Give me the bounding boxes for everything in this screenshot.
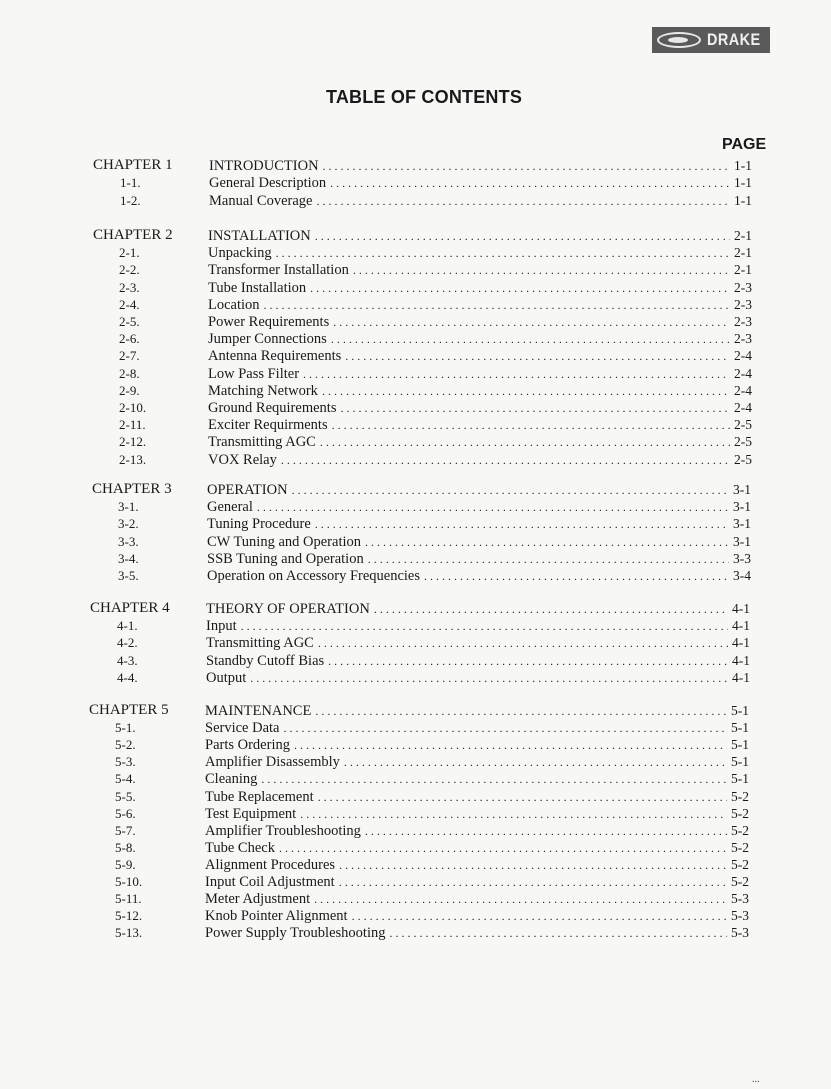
toc-line (208, 399, 752, 417)
section-number: 1-2. (120, 192, 141, 208)
toc-entry-row (0, 669, 831, 686)
section-number: 4-2. (117, 635, 138, 651)
section-number: 2-13. (119, 451, 147, 467)
dot-leader (322, 383, 730, 400)
dot-leader (344, 754, 727, 771)
section-number: 5-2. (115, 737, 136, 753)
toc-line (209, 192, 752, 210)
section-title: Unpacking (208, 245, 272, 262)
dot-leader (315, 516, 729, 533)
section-title: Cleaning (205, 771, 258, 788)
page-number: 3-3 (733, 550, 751, 566)
toc-entry-row (0, 873, 831, 890)
page-number: 2-1 (734, 245, 752, 261)
toc-line (205, 736, 749, 754)
section-title: Parts Ordering (205, 737, 290, 754)
section-title: CW Tuning and Operation (207, 533, 361, 550)
section-number: 4-4. (117, 669, 138, 685)
dot-leader (365, 534, 729, 551)
section-number: 2-10. (119, 400, 147, 415)
section-title: SSB Tuning and Operation (207, 550, 364, 567)
dot-leader (300, 806, 727, 823)
section-title: Tuning Procedure (207, 516, 311, 533)
toc-line (208, 261, 752, 279)
toc-line (205, 702, 749, 720)
toc-entry-row (0, 244, 831, 261)
toc-line (207, 567, 751, 585)
corner-mark: ... (752, 1074, 760, 1085)
toc-line (207, 515, 751, 533)
page-number: 3-1 (733, 533, 751, 549)
page-number: 3-4 (733, 568, 751, 583)
toc-entry-row (0, 890, 831, 907)
section-number: 4-1. (117, 618, 138, 634)
toc-line (208, 296, 752, 314)
chapter-label: CHAPTER 5 (89, 702, 169, 718)
dot-leader (315, 228, 730, 245)
dot-leader (331, 331, 730, 348)
dot-leader (332, 417, 730, 434)
section-title: Meter Adjustment (205, 891, 311, 908)
toc-line (208, 433, 752, 451)
section-number: 4-3. (117, 652, 138, 668)
page-number: 2-3 (734, 314, 752, 329)
page-number: 4-1 (732, 618, 750, 634)
toc-entry-row (0, 736, 831, 753)
dot-leader (257, 499, 729, 516)
chapter-label: CHAPTER 3 (92, 481, 172, 497)
section-number: 5-4. (115, 771, 136, 787)
section-number: 3-5. (118, 568, 139, 583)
toc-entry-row (0, 330, 831, 347)
toc-entry-row (0, 313, 831, 330)
toc-line (205, 822, 749, 840)
section-number: 5-8. (115, 839, 136, 855)
section-number: 2-2. (119, 262, 140, 278)
dot-leader (339, 857, 727, 874)
chapter-heading-row (0, 227, 831, 244)
section-title: Input (206, 618, 237, 635)
page-number: 3-1 (733, 516, 751, 532)
dot-leader (315, 703, 727, 720)
toc-entry-row (0, 788, 831, 805)
chapter-heading-row (0, 157, 831, 174)
page-number: 2-3 (734, 279, 752, 295)
toc-entry-row (0, 451, 831, 468)
toc-line (208, 451, 752, 469)
page-number: 2-4 (734, 348, 752, 364)
page-number: 5-3 (731, 891, 749, 907)
toc-line (208, 279, 752, 297)
chapter-label: CHAPTER 4 (90, 600, 170, 616)
page-number: 4-1 (732, 601, 750, 616)
toc-entry-row (0, 382, 831, 399)
chapter-label: CHAPTER 1 (93, 157, 173, 173)
section-title: Output (206, 669, 247, 686)
toc-entry-row (0, 753, 831, 770)
section-title: Amplifier Disassembly (205, 754, 340, 771)
toc-line (205, 753, 749, 771)
toc-line (207, 498, 751, 516)
section-number: 3-2. (118, 516, 139, 532)
dot-leader (339, 874, 727, 891)
toc-entry-row (0, 770, 831, 787)
section-number: 2-3. (119, 279, 140, 295)
section-number: 5-1. (115, 720, 136, 736)
dot-leader (365, 823, 727, 840)
dot-leader (250, 670, 728, 687)
section-number: 3-1. (118, 499, 139, 515)
section-title: VOX Relay (208, 451, 277, 468)
toc-line (208, 347, 752, 365)
section-title: Jumper Connections (208, 331, 327, 348)
toc-entry-row (0, 822, 831, 839)
dot-leader (310, 280, 730, 297)
toc-line (208, 313, 752, 331)
dot-leader (261, 771, 727, 788)
section-title: Amplifier Troubleshooting (205, 822, 361, 839)
page-number: 2-5 (734, 434, 752, 450)
section-title: Knob Pointer Alignment (205, 908, 348, 925)
toc-entry-row (0, 347, 831, 364)
toc-entry-row (0, 515, 831, 532)
toc-entry-row (0, 924, 831, 941)
section-number: 5-7. (115, 822, 136, 838)
section-number: 2-1. (119, 245, 140, 261)
section-title: Power Requirements (208, 314, 330, 330)
section-title: Ground Requirements (208, 400, 337, 416)
toc-line (206, 600, 750, 618)
toc-line (207, 550, 751, 568)
page-number: 5-2 (731, 839, 749, 855)
toc-line (206, 617, 750, 635)
page-number: 4-1 (732, 635, 750, 651)
toc-line (209, 174, 752, 192)
page-number: 2-5 (734, 451, 752, 467)
section-number: 1-1. (120, 175, 141, 191)
dot-leader (292, 482, 729, 499)
dot-leader (318, 789, 727, 806)
chapter-title: MAINTENANCE (205, 703, 312, 719)
dot-leader (314, 891, 727, 908)
toc-entry-row (0, 719, 831, 736)
toc-line (206, 669, 750, 687)
toc-entry-row (0, 174, 831, 191)
section-number: 5-13. (115, 925, 143, 941)
section-number: 2-11. (119, 417, 146, 433)
toc-entry-row (0, 279, 831, 296)
section-number: 2-7. (119, 348, 140, 364)
section-title: Operation on Accessory Frequencies (207, 568, 421, 584)
toc-entry-row (0, 433, 831, 450)
dot-leader (279, 840, 727, 857)
toc-entry-row (0, 399, 831, 416)
page-title: TABLE OF CONTENTS (325, 87, 523, 107)
page-number: 5-1 (731, 720, 749, 736)
chapter-label: CHAPTER 2 (93, 227, 173, 243)
page-number: 4-1 (732, 652, 750, 668)
page-number: 5-3 (731, 925, 749, 941)
toc-entry-row (0, 567, 831, 584)
section-number: 5-12. (115, 908, 143, 924)
dot-leader (374, 601, 728, 618)
page-number: 2-4 (734, 365, 752, 381)
page-number: 1-1 (734, 175, 752, 191)
dot-leader (283, 720, 727, 737)
toc-entry-row (0, 907, 831, 924)
page-number: 2-3 (734, 296, 752, 312)
page-number: 5-1 (731, 703, 749, 718)
chapter-title: INTRODUCTION (209, 158, 319, 174)
dot-leader (320, 434, 730, 451)
page-number: 5-1 (731, 771, 749, 787)
toc-line (206, 634, 750, 652)
page-number: 1-1 (734, 192, 752, 208)
section-title: General Description (209, 175, 327, 192)
section-title: Exciter Requirments (208, 417, 328, 434)
section-number: 5-9. (115, 856, 136, 872)
toc-line (209, 157, 752, 175)
toc-entry-row (0, 856, 831, 873)
dot-leader (340, 400, 730, 417)
toc-entry-row (0, 416, 831, 433)
toc-entry-row (0, 634, 831, 651)
page-number: 5-2 (731, 788, 749, 804)
section-number: 2-12. (119, 434, 147, 450)
page-number: 2-1 (734, 262, 752, 278)
dot-leader (353, 262, 730, 279)
toc-entry-row (0, 617, 831, 634)
section-number: 5-5. (115, 788, 136, 804)
page-number: 5-3 (731, 908, 749, 924)
dot-leader (323, 158, 730, 175)
toc-line (208, 365, 752, 383)
section-title: Power Supply Troubleshooting (205, 925, 386, 942)
section-title: Input Coil Adjustment (205, 874, 335, 890)
toc-line (205, 856, 749, 874)
dot-leader (352, 908, 727, 925)
section-title: Transmitting AGC (206, 635, 314, 652)
dot-leader (389, 925, 727, 942)
section-title: Manual Coverage (209, 192, 313, 209)
dot-leader (424, 568, 729, 585)
chapter-heading-row (0, 481, 831, 498)
section-title: Tube Check (205, 839, 275, 856)
section-title: Test Equipment (205, 805, 297, 822)
page-number: 3-1 (733, 499, 751, 515)
logo-text: DRAKE (707, 30, 761, 49)
section-number: 2-4. (119, 296, 140, 312)
page-number: 2-5 (734, 417, 752, 433)
page-column-heading: PAGE (722, 136, 767, 153)
dot-leader (368, 551, 729, 568)
page-number: 3-1 (733, 482, 751, 497)
toc-line (207, 481, 751, 499)
section-title: Tube Installation (208, 279, 307, 296)
toc-entry-row (0, 533, 831, 550)
page-number: 4-1 (732, 669, 750, 685)
toc-line (205, 805, 749, 823)
section-title: General (207, 499, 253, 516)
section-number: 5-6. (115, 805, 136, 821)
dot-leader (241, 618, 728, 635)
dot-leader (276, 245, 730, 262)
dot-leader (264, 297, 730, 314)
toc-entry-row (0, 498, 831, 515)
chapter-heading-row (0, 600, 831, 617)
toc-line (205, 788, 749, 806)
section-title: Transmitting AGC (208, 434, 316, 451)
toc-entry-row (0, 805, 831, 822)
section-number: 5-10. (115, 874, 143, 889)
section-number: 2-9. (119, 382, 140, 398)
page-number: 5-1 (731, 737, 749, 753)
toc-line (206, 652, 750, 670)
dot-leader (318, 635, 728, 652)
chapter-title: THEORY OF OPERATION (206, 601, 370, 617)
toc-line (205, 890, 749, 908)
page-number: 2-4 (734, 400, 752, 415)
toc-entry-row (0, 192, 831, 209)
section-title: Tube Replacement (205, 788, 314, 805)
section-title: Antenna Requirements (208, 348, 342, 365)
toc-line (208, 227, 752, 245)
page-number: 2-4 (734, 382, 752, 398)
section-title: Standby Cutoff Bias (206, 652, 325, 669)
toc-line (205, 719, 749, 737)
page-number: 5-2 (731, 822, 749, 838)
toc-line (205, 839, 749, 857)
dot-leader (328, 653, 728, 670)
page-number: 5-2 (731, 874, 749, 889)
dot-leader (330, 175, 730, 192)
section-number: 3-3. (118, 533, 139, 549)
dot-leader (316, 193, 730, 210)
toc-entry-row (0, 261, 831, 278)
toc-line (208, 382, 752, 400)
toc-entry-row (0, 652, 831, 669)
toc-entry-row (0, 296, 831, 313)
page-number: 1-1 (734, 158, 752, 173)
section-title: Low Pass Filter (208, 365, 300, 382)
page-number: 5-1 (731, 754, 749, 770)
toc-line (205, 770, 749, 788)
section-number: 2-6. (119, 331, 140, 347)
drake-logo (652, 27, 770, 53)
toc-line (208, 416, 752, 434)
toc-line (208, 244, 752, 262)
page-number: 2-1 (734, 228, 752, 243)
section-title: Service Data (205, 720, 280, 737)
section-number: 2-8. (119, 365, 140, 381)
section-number: 3-4. (118, 550, 139, 566)
toc-line (205, 924, 749, 942)
section-number: 5-3. (115, 754, 136, 770)
toc-entry-row (0, 839, 831, 856)
toc-line (208, 330, 752, 348)
page-number: 5-2 (731, 805, 749, 821)
toc-entry-row (0, 365, 831, 382)
chapter-heading-row (0, 702, 831, 719)
section-title: Matching Network (208, 382, 318, 399)
toc-line (205, 873, 749, 891)
page-number: 2-3 (734, 331, 752, 347)
drake-oval-emblem-icon (657, 32, 701, 48)
page-number: 5-2 (731, 856, 749, 872)
section-number: 5-11. (115, 891, 142, 907)
dot-leader (294, 737, 727, 754)
section-number: 2-5. (119, 314, 140, 329)
dot-leader (281, 452, 730, 469)
chapter-title: OPERATION (207, 482, 288, 498)
dot-leader (303, 366, 730, 383)
toc-line (207, 533, 751, 551)
toc-line (205, 907, 749, 925)
chapter-title: INSTALLATION (208, 228, 311, 244)
section-title: Transformer Installation (208, 262, 349, 279)
toc-entry-row (0, 550, 831, 567)
section-title: Location (208, 296, 260, 313)
dot-leader (333, 314, 730, 331)
dot-leader (345, 348, 730, 365)
section-title: Alignment Procedures (205, 856, 336, 873)
